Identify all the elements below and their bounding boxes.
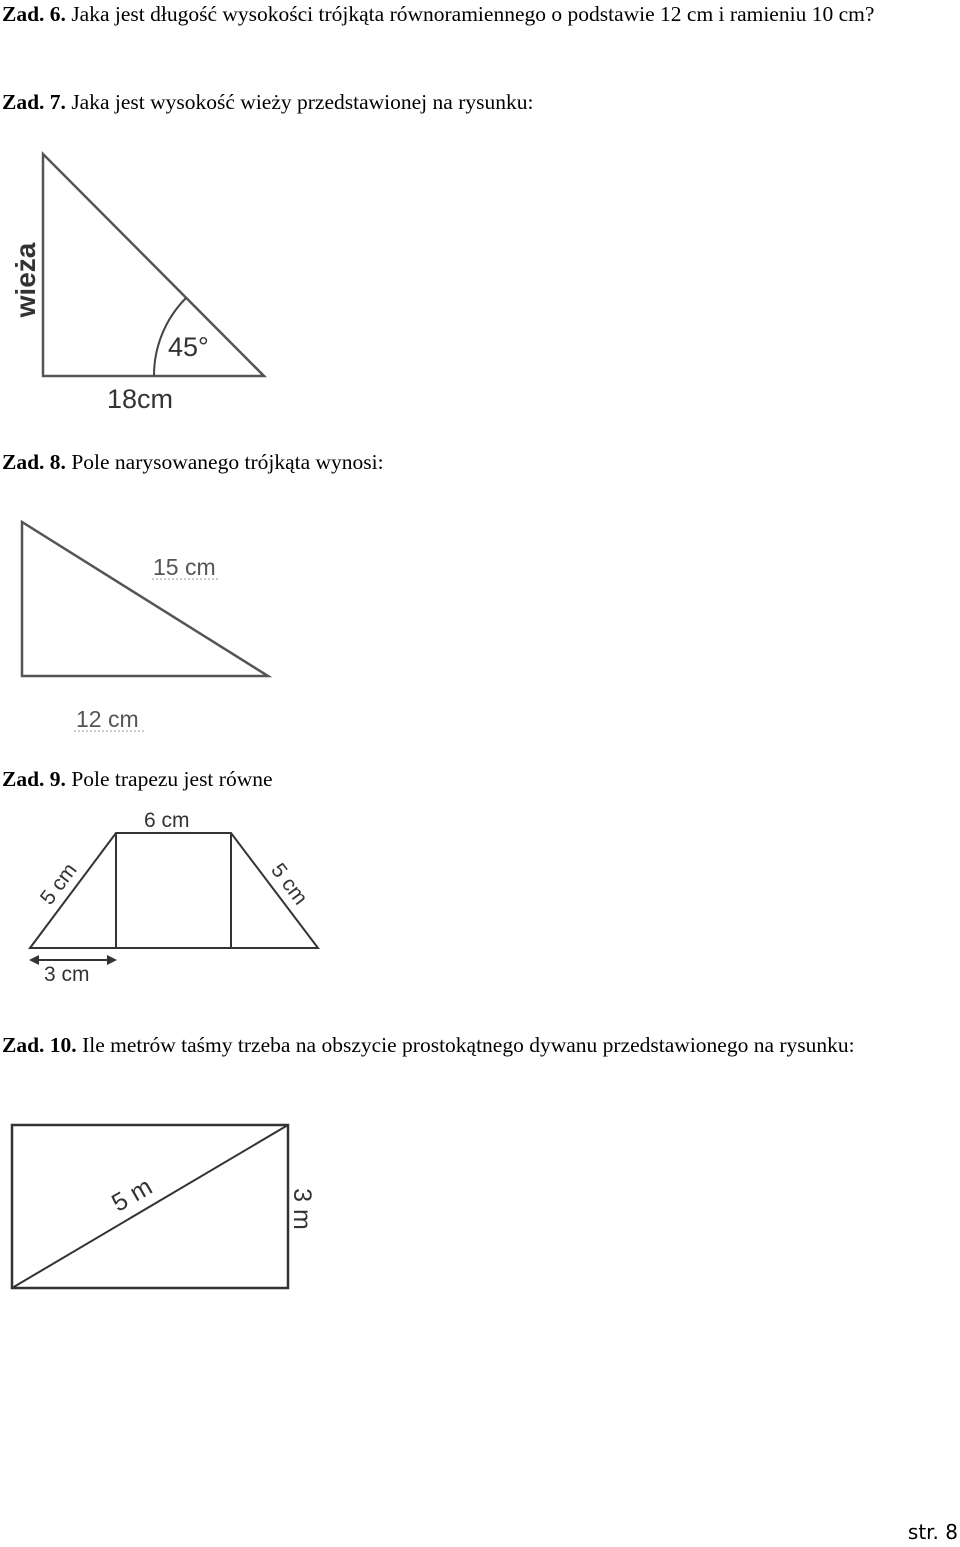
tower-figure	[0, 140, 300, 420]
task-10-text: Ile metrów taśmy trzeba na obszycie prostokątnego dywanu przedstawionego na rysunku:	[82, 1033, 855, 1057]
segment-arrow-right-icon	[107, 955, 117, 965]
task-6	[2, 0, 952, 29]
carpet-figure	[0, 1110, 340, 1310]
task-10-number: Zad. 10.	[2, 1033, 77, 1057]
task-8-number: Zad. 8.	[2, 450, 66, 474]
carpet-diagonal-label: 5 m	[106, 1172, 158, 1218]
task-9	[2, 765, 952, 794]
trapezoid-top-label: 6 cm	[144, 809, 190, 832]
carpet-diagonal	[12, 1125, 288, 1288]
hypotenuse-label: 15 cm	[153, 554, 216, 580]
tower-triangle	[43, 154, 264, 376]
right-triangle	[22, 522, 268, 676]
task-7-number: Zad. 7.	[2, 90, 66, 114]
trapezoid	[30, 833, 318, 948]
triangle-figure	[0, 510, 300, 740]
tower-side-label: wieża	[10, 242, 41, 318]
page-number: str. 8	[907, 1520, 958, 1544]
carpet-side-label: 3 m	[288, 1188, 316, 1230]
trapezoid-figure	[0, 800, 340, 990]
task-8-text: Pole narysowanego trójkąta wynosi:	[71, 450, 384, 474]
tower-base-label: 18cm	[107, 384, 174, 414]
task-10	[2, 1031, 952, 1060]
trapezoid-right-leg-label: 5 cm	[266, 858, 313, 910]
task-8	[2, 448, 952, 477]
segment-label: 3 cm	[44, 963, 90, 986]
task-9-text: Pole trapezu jest równe	[71, 767, 273, 791]
trapezoid-left-leg-label: 5 cm	[35, 858, 82, 910]
angle-label: 45°	[168, 332, 209, 362]
task-6-number: Zad. 6.	[2, 2, 66, 26]
task-9-number: Zad. 9.	[2, 767, 66, 791]
task-6-text: Jaka jest długość wysokości trójkąta równoramiennego o podstawie 12 cm i ramieniu 10 cm?	[71, 2, 875, 26]
segment-arrow-left-icon	[29, 955, 39, 965]
task-7-text: Jaka jest wysokość wieży przedstawionej na rysunku:	[71, 90, 534, 114]
triangle-base-label: 12 cm	[76, 706, 139, 732]
task-7	[2, 88, 952, 117]
